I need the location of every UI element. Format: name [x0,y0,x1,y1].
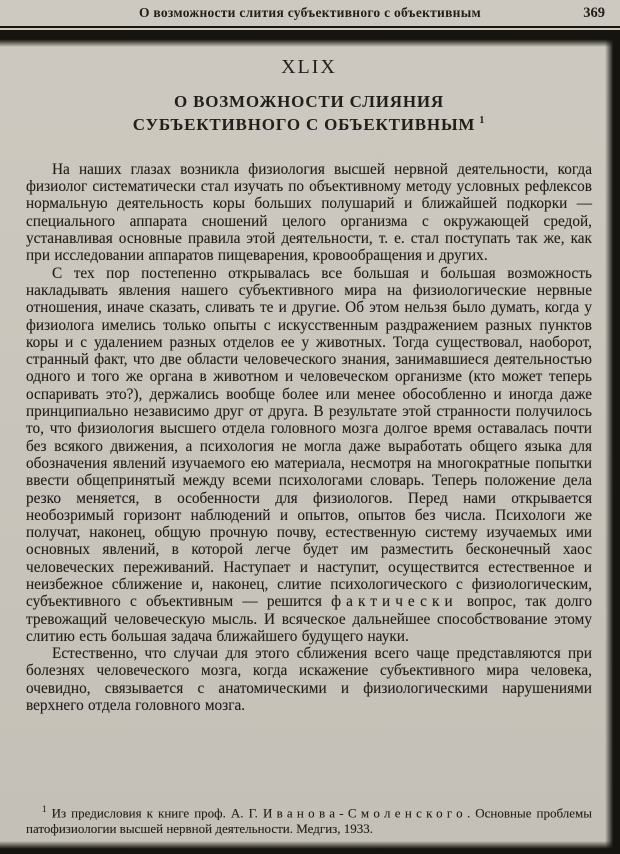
emphasized-word: фактически [331,593,458,611]
scan-shadow-top [0,30,620,47]
paragraph-2-text: С тех пор постепенно открывалась все большая и большая возможность накладывать явления нашего субъективного мира на физиологические нервные отношения, иначе сказать, сливать те и другие. Об этом нельзя было думать, когда у физиолога имелись только опыты с искусственным раздражением разных пунктов коры и с удалением разных отделов ее у животных. Тогда существовал, наоборот, странный факт, что две области человеческого знания, занимавшиеся деятельностью одного и того же органа в животном и человеческом организме (кто может теперь оспаривать это?), держались вообще более или менее обособленно и иногда даже принципиально независимо друг от друга. В результате этой странности получилось то, что физиология высшего отдела головного мозга долгое время оставалась почти без всякого движения, а психология не могла даже выработать общего языка для обозначения явлений изучаемого ею материала, несмотря на многократные попытки ввести общепринятый между всеми психологами словарь. Теперь положение дела резко меняется, в особенности для физиологов. Перед нами открывается необозримый горизонт наблюдений и опытов, опытов без числа. Психологи же получат, наконец, общую прочную почву, естественную систему изучаемых ими основных явлений, в которой легче будет им разместить бесконечный хаос человеческих переживаний. Наступает и наступит, осуществится естественное и неизбежное сближение и, наконец, слитие психологического с физиологическим, субъективного с объективным — решится [26,264,592,611]
paragraph-2-text-end: вопрос, так долго тревожащий человеческую мысль. И всяческое дальнейшее способствование этому слитию есть большая задача ближайшего будущего науки. [26,593,592,645]
footnote-marker: 1 [42,804,47,815]
paragraph-2 [26,265,592,646]
running-header: О возможности слития субъективного с объективным [139,5,481,20]
chapter-title-line-2: СУБЪЕКТИВНОГО С ОБЪЕКТИВНЫМ [132,114,476,134]
footnote-author-name: Иванова-Смоленского [262,805,467,821]
title-footnote-reference: 1 [479,115,486,127]
footnote-text-end: . Основные проблемы патофизиологии высшей нервной деятельности. Медгиз, 1933. [26,805,593,836]
scan-shadow-right [605,32,620,854]
page-header [0,5,620,25]
footnote [26,802,592,836]
chapter-title [26,91,592,137]
footnote-text: Из предисловия к книге проф. А. Г. [46,805,263,821]
page-content [26,52,592,714]
paragraph-3: Естественно, что случаи для этого сближения всего чаще представляются при болезнях человеческого мозга, когда искажение субъективного мира человека, очевидно, связывается с анатомическими и физиологическими нарушениями верхнего отдела головного мозга. [26,645,592,715]
scan-shadow-bottom [0,841,620,854]
chapter-title-line-1: О ВОЗМОЖНОСТИ СЛИЯНИЯ [174,92,444,111]
page-number: 369 [583,5,605,21]
header-rule [0,26,620,28]
paragraph-1: На наших глазах возникла физиология высшей нервной деятельности, когда физиолог систематически стал изучать по объективному методу условных рефлексов нормальную деятельность коры больших полушарий и ближайшей подкорки — специального аппарата сношений целого организма с окружающей средой, устанавливая основные правила этой деятельности, т. е. стал поступать так же, как при исследовании аппаратов пищеварения, кровообращения и других. [26,160,592,265]
chapter-number: XLIX [281,56,337,78]
